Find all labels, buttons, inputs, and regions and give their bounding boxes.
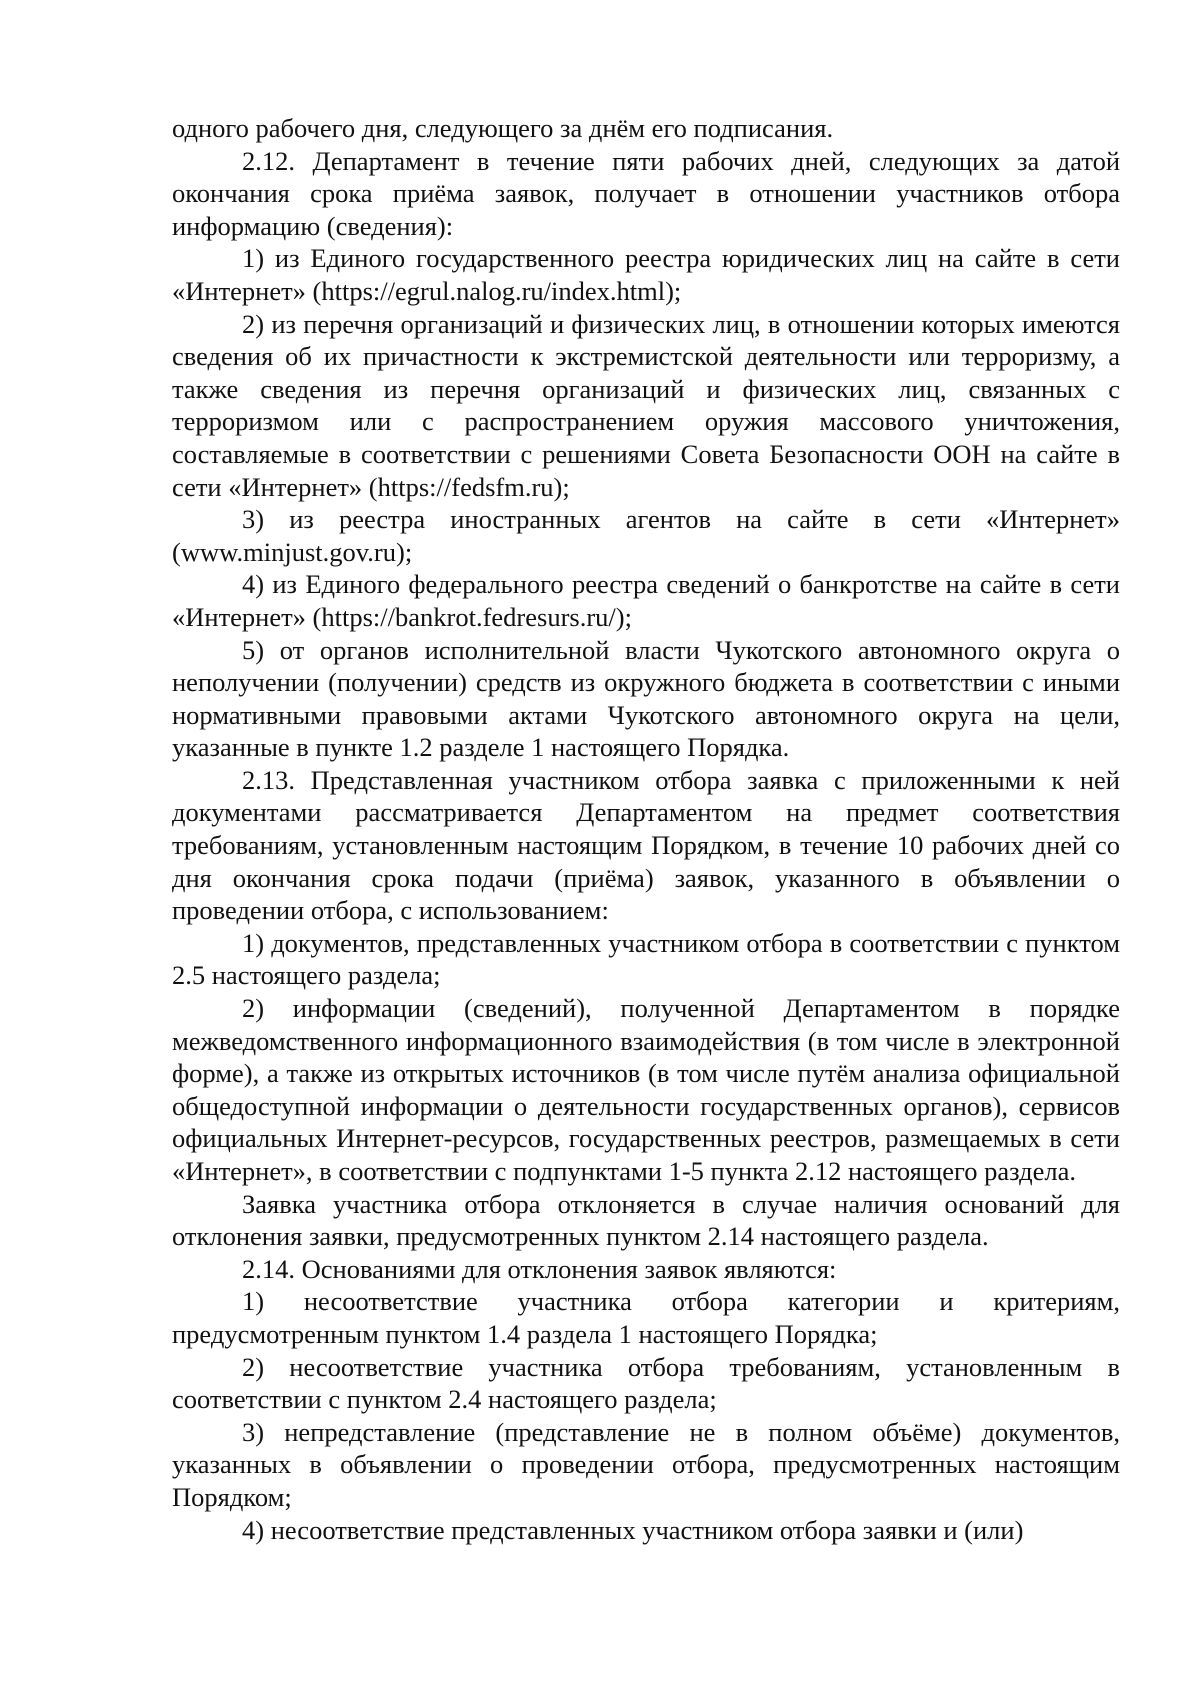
paragraph-2-13-item-1: 1) документов, представленных участником отбора в соответствии с пунктом 2.5 настоящего раздела;	[172, 927, 1120, 991]
paragraph-2-12-item-5: 5) от органов исполнительной власти Чукотского автономного округа о неполучении (получении) средств из окружного бюджета в соответствии с иными нормативными правовыми актами Чукотского автономного округа на цели, указанные в пункте 1.2 разделе 1 настоящего Порядка.	[172, 634, 1120, 763]
paragraph-2-12-item-4: 4) из Единого федерального реестра сведений о банкротстве на сайте в сети «Интернет» (https://bankrot.fedresurs.ru/);	[172, 569, 1120, 632]
paragraph-2-12-item-2: 2) из перечня организаций и физических лиц, в отношении которых имеются сведения об их причастности к экстремистской деятельности или терроризму, а также сведения из перечня организаций и физических лиц, связанных с терроризмом или с распространением оружия массового уничтожения, составляемые в соответствии с решениями Совета Безопасности ООН на сайте в сети «Интернет» (https://fedsfm.ru);	[172, 308, 1120, 502]
paragraph-continuation: одного рабочего дня, следующего за днём его подписания.	[172, 113, 834, 143]
paragraph-2-13-item-2: 2) информации (сведений), полученной Департаментом в порядке межведомственного информационного взаимодействия (в том числе в электронной форме), а также из открытых источников (в том числе путём анализа официальной общедоступной информации о деятельности государственных органов), сервисов официальных Интернет-ресурсов, государственных реестров, размещаемых в сети «Интернет», в соответствии с подпунктами 1-5 пункта 2.12 настоящего раздела.	[172, 993, 1120, 1186]
paragraph-2-14-item-2: 2) несоответствие участника отбора требованиям, установленным в соответствии с пунктом 2.4 настоящего раздела;	[172, 1351, 1120, 1415]
paragraph-rejection-note: Заявка участника отбора отклоняется в случае наличия оснований для отклонения заявки, предусмотренных пунктом 2.14 настоящего раздела.	[172, 1188, 1120, 1252]
paragraph-2-14: 2.14. Основаниями для отклонения заявок являются:	[242, 1253, 837, 1284]
document-page	[172, 112, 1120, 1546]
paragraph-2-13: 2.13. Представленная участником отбора заявка с приложенными к ней документами рассматривается Департаментом на предмет соответствия требованиям, установленным настоящим Порядком, в течение 10 рабочих дней со дня окончания срока подачи (приёма) заявок, указанного в объявлении о проведении отбора, с использованием:	[172, 764, 1120, 926]
paragraph-2-12-item-3: 3) из реестра иностранных агентов на сайте в сети «Интернет» (www.minjust.gov.ru);	[172, 504, 1120, 567]
paragraph-2-14-item-1: 1) несоответствие участника отбора категории и критериям, предусмотренным пунктом 1.4 раздела 1 настоящего Порядка;	[172, 1286, 1120, 1349]
paragraph-2-12: 2.12. Департамент в течение пяти рабочих дней, следующих за датой окончания срока приёма заявок, получает в отношении участников отбора информацию (сведения):	[172, 145, 1120, 241]
paragraph-2-14-item-4: 4) несоответствие представленных участником отбора заявки и (или)	[242, 1514, 1024, 1545]
paragraph-2-12-item-1: 1) из Единого государственного реестра юридических лиц на сайте в сети «Интернет» (https://egrul.nalog.ru/index.html);	[172, 243, 1120, 306]
paragraph-2-14-item-3: 3) непредставление (представление не в полном объёме) документов, указанных в объявлении о проведении отбора, предусмотренных настоящим Порядком;	[172, 1416, 1120, 1512]
